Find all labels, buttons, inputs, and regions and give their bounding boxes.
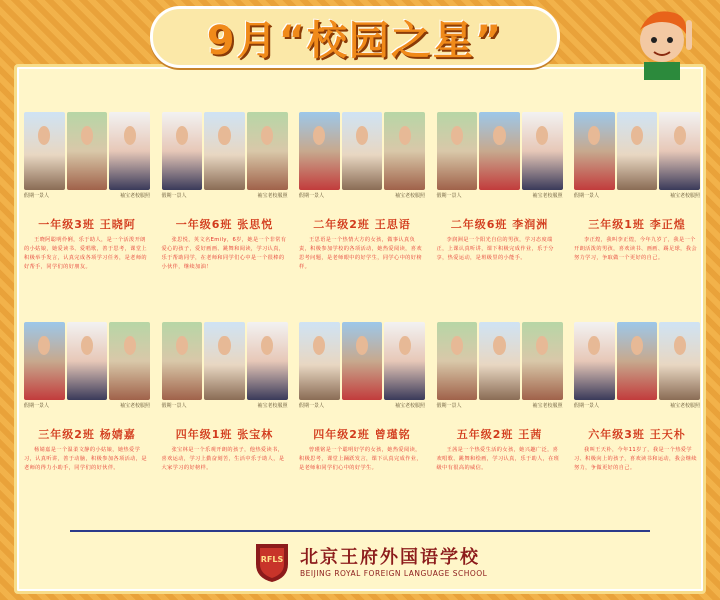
photo-group [299,318,425,400]
student-photo [522,112,563,190]
photo-group [24,318,150,400]
star-card [299,108,425,272]
photo-caption: 假期一景人 [299,193,325,199]
student-name: 三年级2班 杨婧嘉 [38,428,136,441]
school-name-en: BEIJING ROYAL FOREIGN LANGUAGE SCHOOL [300,569,488,578]
photo-group [299,108,425,190]
star-card [437,318,563,473]
student-photo [299,112,340,190]
cartoon-boy-icon [600,0,718,80]
student-name: 一年级6班 张思悦 [175,218,274,231]
student-photo [299,322,340,400]
star-card [299,318,425,473]
student-name: 二年级2班 王思语 [313,218,411,231]
student-photo [384,112,425,190]
photo-caption: 袖宝老校服照 [532,193,563,199]
photo-caption: 假期一景人 [574,403,600,409]
student-description: 李润洲是一个阳光自信的男孩，学习态度端正，上课认真听讲，课下积极完成作业，乐于分享，热爱运动，是班级里的小能手。 [436,237,554,261]
stars-row-2 [24,318,700,473]
star-card [162,318,288,473]
student-photo [437,322,478,400]
student-photo [617,112,658,190]
student-photo [384,322,425,400]
star-card [437,108,563,272]
student-description: 曾瑾铭是一个聪明好学的女孩，她热爱阅读，积极思考，课堂上踊跃发言，课下认真完成作业，是老师和同学们心中的好学生。 [299,447,422,471]
student-photo [67,112,108,190]
photo-group [437,318,563,400]
page-title: 9月“校园之星” [206,17,504,64]
svg-text:RFLS: RFLS [260,555,284,564]
student-photo [342,112,383,190]
student-name: 二年级6班 李润洲 [450,218,549,231]
student-photo [24,112,65,190]
title-banner [150,6,560,68]
photo-caption: 假期一景人 [161,193,187,199]
student-photo [109,112,150,190]
student-photo [617,322,658,400]
photo-group [162,318,288,400]
photo-caption: 假期一景人 [436,193,462,199]
student-photo [162,112,203,190]
student-photo [204,322,245,400]
student-photo [342,322,383,400]
photo-caption: 假期一景人 [574,193,600,199]
photo-caption: 假期一景人 [24,193,50,199]
photo-caption: 袖宝老校服照 [119,193,150,199]
photo-caption: 袖宝老校服照 [119,403,150,409]
student-photo [109,322,150,400]
student-description: 王晓阿聪明伶俐，乐于助人，是一个活泼开朗的小姑娘，她爱读书、爱唱歌，善于思考，课堂上积极举手发言，认真完成各项学习任务，是老师的好帮手，同学们的好朋友。 [24,237,147,270]
photo-group [437,108,563,190]
student-name: 四年级1班 张宝林 [175,428,274,441]
photo-caption: 袖宝老校服照 [257,193,288,199]
student-description: 王思语是一个热情大方的女孩，做事认真负责，积极参加学校的各项活动，她热爱阅读，喜欢思考问题，是老师眼中的好学生，同学心中的好榜样。 [299,237,422,270]
photo-caption: 假期一景人 [436,403,462,409]
school-name-cn: 北京王府外国语学校 [300,547,480,568]
photo-caption: 假期一景人 [24,403,50,409]
student-photo [574,322,615,400]
star-card [574,318,700,473]
student-name: 四年级2班 曾瑾铭 [313,428,411,441]
photo-caption: 袖宝老校服照 [257,403,288,409]
student-photo [522,322,563,400]
student-photo [162,322,203,400]
student-photo [247,112,288,190]
student-photo [437,112,478,190]
student-photo [659,322,700,400]
star-card [24,318,150,473]
star-card [24,108,150,272]
student-description: 我叫王天朴，今年11岁了，我是一个热爱学习、积极向上的孩子，喜欢读书和运动，我会继续努力，争做更好的自己。 [574,447,697,471]
photo-group [574,108,700,190]
photo-caption: 袖宝老校服照 [394,403,425,409]
student-photo [479,322,520,400]
student-description: 王茜是一个热爱生活的女孩，她兴趣广泛，喜欢唱歌、跳舞和绘画，学习认真，乐于助人，在班级中有很高的威信。 [436,447,560,471]
student-name: 三年级1班 李正煌 [588,218,686,231]
photo-caption: 袖宝老校服照 [669,193,700,199]
student-photo [479,112,520,190]
student-photo [247,322,288,400]
photo-group [162,108,288,190]
photo-caption: 袖宝老校服照 [669,403,700,409]
student-photo [204,112,245,190]
stars-row-1 [24,108,700,272]
student-description: 张思悦，英文名Emily，6岁，她是一个非常有爱心的孩子，爱好画画、跳舞和阅读，学习认真，乐于帮助同学，在老师和同学们心中是一个很棒的小伙伴，继续加油！ [161,237,287,270]
student-photo [24,322,65,400]
student-photo [574,112,615,190]
footer-divider [70,530,650,532]
star-card [162,108,288,272]
student-description: 张宝林是一个乐观开朗的孩子，他热爱读书，喜欢运动，学习上勤奋刻苦，生活中乐于助人，是大家学习的好榜样。 [161,447,285,471]
photo-group [574,318,700,400]
photo-group [24,108,150,190]
photo-caption: 袖宝老校服照 [394,193,425,199]
student-name: 一年级3班 王晓阿 [38,218,136,231]
student-name: 六年级3班 王天朴 [588,428,686,441]
student-description: 杨婧嘉是一个温柔文静的小姑娘，她热爱学习，认真听讲，善于动脑，积极参加各项活动，是老师的得力小助手，同学们的好伙伴。 [24,447,147,471]
school-logo-icon [250,540,294,584]
photo-caption: 假期一景人 [299,403,325,409]
student-description: 李正煌，我叫李正煌，今年九岁了，我是一个开朗活泼的男孩，喜欢读书、画画、踢足球，我会努力学习，争取做一个更好的自己。 [574,237,697,261]
student-photo [659,112,700,190]
student-name: 五年级2班 王茜 [456,428,543,441]
photo-caption: 袖宝老校服照 [532,403,563,409]
star-card [574,108,700,272]
photo-caption: 假期一景人 [161,403,187,409]
student-photo [67,322,108,400]
